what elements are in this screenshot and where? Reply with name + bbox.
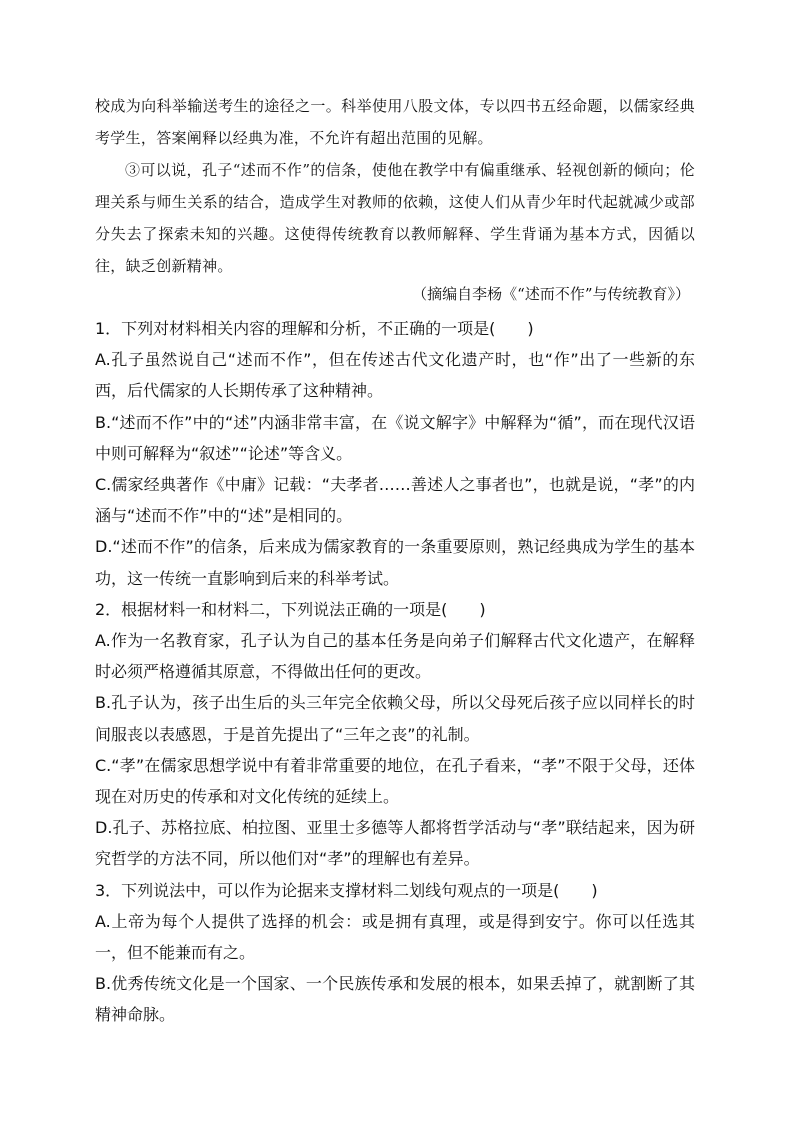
passage-paragraph-3: ③可以说，孔子“述而不作”的信条，使他在教学中有偏重继承、轻视创新的倾向；伦理关系与师生关系的结合，造成学生对教师的依赖，这使人们从青少年时代起就减少或部分失去了探索未知的兴趣。这使得传统教育以教师解释、学生背诵为基本方式，因循以往，缺乏创新精神。: [95, 161, 695, 275]
question-3-option-b: B.优秀传统文化是一个国家、一个民族传承和发展的根本，如果丢掉了，就割断了其精神命脉。: [95, 974, 695, 1025]
question-1-option-b: B.“述而不作”中的“述”内涵非常丰富，在《说文解字》中解释为“循”，而在现代汉语中则可解释为“叙述”“论述”等含义。: [95, 412, 695, 463]
question-3-stem: 3．下列说法中，可以作为论据来支撑材料二划线句观点的一项是( ): [95, 880, 598, 900]
question-1-stem: 1．下列对材料相关内容的理解和分析，不正确的一项是( ): [95, 319, 534, 338]
question-1-option-c: C.儒家经典著作《中庸》记载：“夫孝者……善述人之事者也”，也就是说，“孝”的内涵与“述而不作”中的“述”是相同的。: [95, 475, 695, 526]
question-1-option-a: A.孔子虽然说自己“述而不作”，但在传述古代文化遗产时，也“作”出了一些新的东西，后代儒家的人长期传承了这种精神。: [95, 350, 695, 401]
passage-source: （摘编自李杨《“述而不作”与传统教育》）: [412, 285, 690, 303]
question-list: [95, 313, 695, 1031]
question-2-option-d: D.孔子、苏格拉底、柏拉图、亚里士多德等人都将哲学活动与“孝”联结起来，因为研究哲学的方法不同，所以他们对“孝”的理解也有差异。: [95, 818, 695, 869]
question-2-option-b: B.孔子认为，孩子出生后的头三年完全依赖父母，所以父母死后孩子应以同样长的时间服丧以表感恩，于是首先提出了“三年之丧”的礼制。: [95, 693, 695, 744]
question-3-option-a: A.上帝为每个人提供了选择的机会：或是拥有真理，或是得到安宁。你可以任选其一，但不能兼而有之。: [95, 911, 695, 963]
reading-passage: [95, 90, 695, 282]
question-2-option-c: C.“孝”在儒家思想学说中有着非常重要的地位，在孔子看来，“孝”不限于父母，还体现在对历史的传承和对文化传统的延续上。: [95, 755, 695, 807]
question-2-option-a: A.作为一名教育家，孔子认为自己的基本任务是向弟子们解释古代文化遗产，在解释时必须严格遵循其原意，不得做出任何的更改。: [95, 631, 695, 682]
question-2-stem: 2．根据材料一和材料二，下列说法正确的一项是( ): [95, 599, 486, 619]
passage-paragraph-1: 校成为向科举输送考生的途径之一。科举使用八股文体，专以四书五经命题，以儒家经典考学生，答案阐释以经典为准，不允许有超出范围的见解。: [95, 97, 695, 147]
question-1-option-d: D.“述而不作”的信条，后来成为儒家教育的一条重要原则，熟记经典成为学生的基本功，这一传统一直影响到后来的科举考试。: [95, 537, 695, 588]
